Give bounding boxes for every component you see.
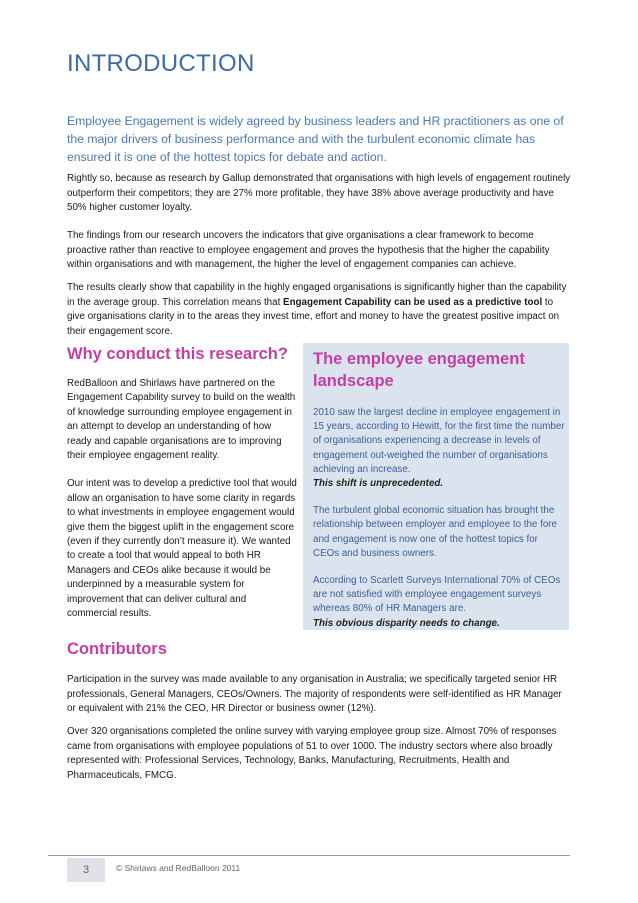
results-text-end: to give organisations clarity in to the areas they invest time, effort and money to have the greatest positive impact on their engagement score. bbox=[67, 296, 560, 337]
landscape-p3-emphasis: This obvious disparity needs to change. bbox=[313, 617, 500, 629]
why-paragraph-2: Our intent was to develop a predictive tool that would allow an organisation to have some clarity in regards to what investments in employee engagement would give them the biggest uplift in the engagement score (even if they currently don’t measure it). We wanted to create a tool that would appeal to both HR Managers and CEOs alike because it would be underpinned by a measurable system for improvement that can deliver cultural and commercial results. bbox=[67, 478, 297, 620]
landscape-p1-text: 2010 saw the largest decline in employee engagement in 15 years, according to Hewitt, for the first time the number of organisations experiencing a decrease in levels of engagement out-weighed the number of organisations achieving an increase. bbox=[313, 407, 565, 475]
footer-divider bbox=[48, 855, 570, 856]
contributors-paragraph-2: Over 320 organisations completed the online survey with varying employee group size. Almost 70% of responses came from organisations with employee populations of 51 to over 1000. The industry sectors where also broadly represented with: Professional Services, Technology, Banks, Manufacturing, Recruitments, Health and Pharmaceuticals, FMCG. bbox=[67, 726, 557, 781]
paragraph-findings: The findings from our research uncovers the indicators that give organisations a clear framework to become proactive rather than reactive to employee engagement and proves the hypothesis that the higher the capability within organisations and with management, the higher the level of engagement companies can achieve. bbox=[67, 230, 550, 271]
why-paragraph-1: RedBalloon and Shirlaws have partnered on the Engagement Capability survey to build on the wealth of knowledge surrounding employee engagement in an attempt to develop an understanding of how ready and capable organisations are to improving their employee engagement reality. bbox=[67, 378, 296, 462]
landscape-heading: The employee engagement landscape bbox=[313, 350, 525, 390]
page-title: INTRODUCTION bbox=[67, 50, 255, 77]
landscape-p1-emphasis: This shift is unprecedented. bbox=[313, 478, 444, 490]
why-heading: Why conduct this research? bbox=[67, 345, 288, 363]
landscape-p3-text: According to Scarlett Surveys International 70% of CEOs are not satisfied with employee engagement surveys whereas 80% of HR Managers are. bbox=[313, 575, 561, 615]
landscape-paragraph-1 bbox=[313, 406, 565, 491]
results-highlight: Engagement Capability can be used as a predictive tool bbox=[283, 296, 543, 308]
paragraph-results bbox=[67, 281, 572, 339]
paragraph-gallup: Rightly so, because as research by Gallup demonstrated that organisations with high levels of engagement routinely outperform their competitors; they are 27% more profitable, they have 38% above average productivity and have 50% higher customer loyalty. bbox=[67, 173, 571, 214]
footer-copyright: © Shirlaws and RedBalloon 2011 bbox=[116, 863, 241, 873]
landscape-sidebar bbox=[303, 343, 569, 630]
results-text-start: The results clearly show that capability in the highly engaged organisations is significantly higher than the capability in the average group. This correlation means that bbox=[67, 282, 567, 308]
page-number: 3 bbox=[67, 858, 105, 882]
intro-lead: Employee Engagement is widely agreed by business leaders and HR practitioners as one of the major drivers of business performance and with the turbulent economic climate has ensured it is one of the hottest topics for debate and action. bbox=[67, 114, 564, 164]
landscape-paragraph-3 bbox=[313, 574, 565, 631]
contributors-heading: Contributors bbox=[67, 640, 167, 658]
contributors-paragraph-1: Participation in the survey was made available to any organisation in Australia; we specifically targeted senior HR professionals, General Managers, CEOs/Owners. The majority of respondents were self-identified as HR Manager or equivalent with 21% the CEO, HR Director or business owner (12%). bbox=[67, 674, 562, 715]
why-section bbox=[67, 345, 297, 622]
landscape-paragraph-2: The turbulent global economic situation has brought the relationship between employer and employee to the fore and engagement is now one of the hottest topics for CEOs and business owners. bbox=[313, 505, 557, 559]
